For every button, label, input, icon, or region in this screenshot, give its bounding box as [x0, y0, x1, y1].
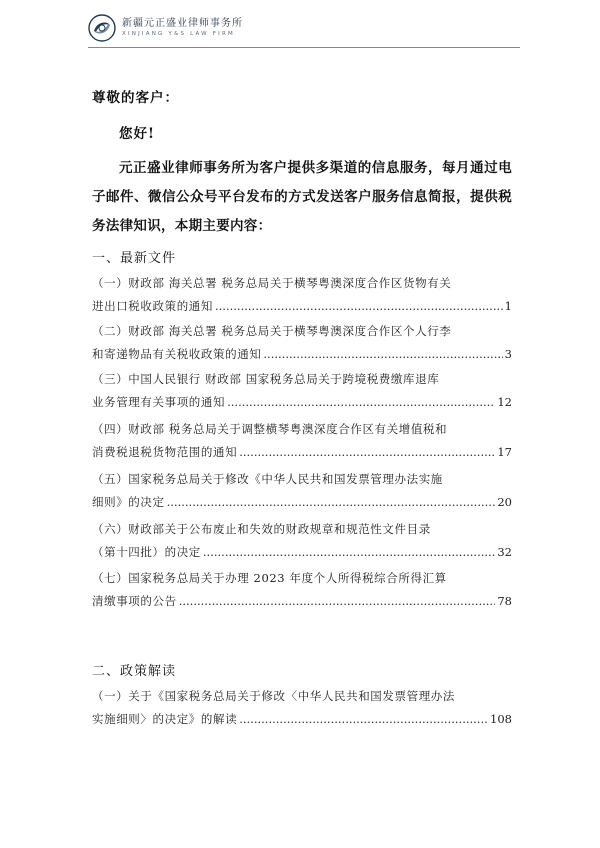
toc-leader-dots [239, 444, 495, 460]
toc-item-title-line2: 业务管理有关事项的通知 [92, 395, 226, 409]
toc-item-page: 32 [497, 545, 512, 559]
toc-leader-dots [239, 711, 488, 727]
letterhead [88, 14, 243, 42]
toc-item[interactable] [92, 570, 512, 609]
toc-item-title-line2: （第十四批）的决定 [92, 545, 201, 559]
toc-item-title-line2: 清缴事项的公告 [92, 594, 177, 608]
toc-item-title-line1: （三）中国人民银行 财政部 国家税务总局关于跨境税费缴库退库 [92, 372, 440, 386]
toc-item-page: 78 [497, 594, 512, 608]
toc-item-title-line2: 实施细则〉的决定》的解读 [92, 712, 238, 726]
toc-item[interactable] [92, 323, 512, 362]
toc-item[interactable] [92, 521, 512, 560]
toc-item-page: 12 [497, 395, 512, 409]
toc-item[interactable] [92, 371, 512, 410]
firm-logo-icon [88, 14, 116, 42]
toc-item[interactable] [92, 471, 512, 510]
hello: 您好! [119, 126, 155, 142]
toc-leader-dots [167, 494, 496, 510]
toc-item-page: 3 [504, 347, 512, 361]
toc-item-title-line2: 和寄递物品有关税收政策的通知 [92, 347, 262, 361]
toc-leader-dots [227, 394, 495, 410]
header-divider [88, 47, 520, 48]
toc-item[interactable] [92, 688, 512, 727]
toc-item-title-line1: （一）关于《国家税务总局关于修改〈中华人民共和国发票管理办法 [92, 689, 455, 703]
toc-item-title-line1: （四）财政部 税务总局关于调整横琴粤澳深度合作区有关增值税和 [92, 422, 448, 436]
greeting: 尊敬的客户： [92, 90, 179, 106]
toc-leader-dots [263, 346, 502, 362]
section-title-policy-interpretation: 二、政策解读 [92, 664, 177, 679]
toc-item-page: 1 [504, 299, 512, 313]
firm-name-cn: 新疆元正盛业律师事务所 [122, 18, 243, 29]
toc-item-title-line2: 细则》的决定 [92, 495, 165, 509]
intro-paragraph: 元正盛业律师事务所为客户提供多渠道的信息服务，每月通过电子邮件、微信公众号平台发布的方式发送客户服务信息简报，提供税务法律知识，本期主要内容： [92, 160, 512, 234]
toc-item-title-line1: （一）财政部 海关总署 税务总局关于横琴粤澳深度合作区货物有关 [92, 276, 452, 290]
toc-leader-dots [179, 593, 496, 609]
toc-item-title-line2: 消费税退税货物范围的通知 [92, 445, 238, 459]
toc-item[interactable] [92, 275, 512, 314]
toc-leader-dots [203, 544, 495, 560]
toc-item-title-line1: （二）财政部 海关总署 税务总局关于横琴粤澳深度合作区个人行李 [92, 324, 452, 338]
toc-item-title-line1: （七）国家税务总局关于办理 2023 年度个人所得税综合所得汇算 [92, 571, 447, 585]
toc-item[interactable] [92, 421, 512, 460]
toc-item-page: 20 [497, 495, 512, 509]
firm-name-en: XINJIANG Y&S LAW FIRM [122, 31, 235, 37]
toc-item-page: 108 [490, 712, 512, 726]
toc-item-title-line2: 进出口税收政策的通知 [92, 299, 213, 313]
toc-item-title-line1: （五）国家税务总局关于修改《中华人民共和国发票管理办法实施 [92, 472, 443, 486]
toc-leader-dots [215, 298, 503, 314]
toc-item-title-line1: （六）财政部关于公布废止和失效的财政规章和规范性文件目录 [92, 522, 431, 536]
section-title-latest-documents: 一、最新文件 [92, 251, 177, 266]
toc-item-page: 17 [497, 445, 512, 459]
